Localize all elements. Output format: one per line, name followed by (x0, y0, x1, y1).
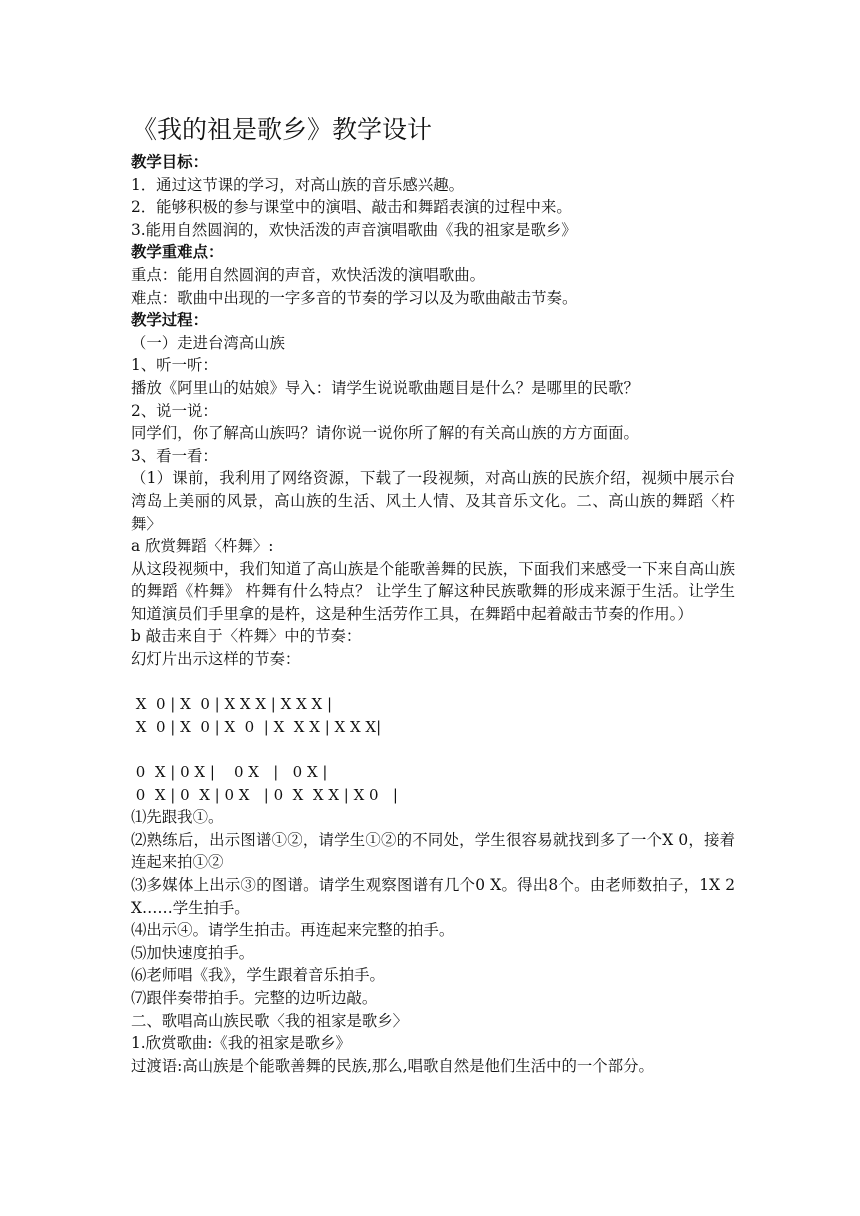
section-heading: 教学目标： (131, 153, 208, 171)
rhythm-line: X 0 | X 0 | X 0 | X X X | X X X| (131, 717, 382, 736)
body-paragraph: 1．通过这节课的学习，对高山族的音乐感兴趣。 (131, 175, 464, 194)
body-paragraph: ⑶多媒体上出示③的图谱。请学生观察图谱有几个0 X。得出8个。由老师数拍子，1X 2 X……学生拍手。 (131, 876, 735, 917)
page-title: 《我的祖是歌乡》教学设计 (132, 115, 433, 144)
body-paragraph: ⑵熟练后，出示图谱①②，请学生①②的不同处，学生很容易就找到多了一个X 0，接着连起来拍①② (131, 830, 735, 872)
body-paragraph: 3.能用自然圆润的，欢快活泼的声音演唱歌曲《我的祖家是歌乡》 (131, 220, 577, 239)
section-heading: 教学过程： (131, 311, 208, 330)
blank-line (131, 738, 735, 761)
body-paragraph: 3、看一看： (131, 446, 218, 465)
body-paragraph: 1、听一听： (131, 356, 218, 375)
blank-line (131, 671, 735, 694)
rhythm-line: X 0 | X 0 | X X X | X X X | (131, 695, 333, 714)
body-paragraph: 重点：能用自然圆润的声音，欢快活泼的演唱歌曲。 (131, 265, 485, 284)
body-paragraph: 2、说一说： (131, 401, 218, 420)
body-paragraph: （1）课前，我利用了网络资源，下载了一段视频，对高山族的民族介绍，视频中展示台湾岛上美丽的风景，高山族的生活、风土人情、及其音乐文化。二、高山族的舞蹈〈杵舞〉 (131, 469, 735, 533)
rhythm-line: 0 X | 0 X | 0 X | 0 X X X | X 0 | (131, 785, 398, 804)
rhythm-line: 0 X | 0 X | 0 X | 0 X | (131, 763, 328, 782)
body-paragraph: ⑷出示④。请学生拍击。再连起来完整的拍手。 (131, 921, 455, 940)
body-paragraph: 2．能够积极的参与课堂中的演唱、敲击和舞蹈表演的过程中来。 (131, 198, 572, 217)
body-paragraph: 播放《阿里山的姑娘》导入：请学生说说歌曲题目是什么？是哪里的民歌？ (131, 378, 639, 397)
body-paragraph: a 欣赏舞蹈〈杵舞〉: (131, 537, 274, 556)
body-paragraph: 从这段视频中，我们知道了高山族是个能歌善舞的民族，下面我们来感受一下来自高山族的舞蹈《杵舞》 杵舞有什么特点？ 让学生了解这种民族歌舞的形成来源于生活。让学生知道演员们手里拿的是杵，这是种生活劳作工具，在舞蹈中起着敲击节奏的作用。） (131, 559, 735, 623)
body-paragraph: 同学们，你了解高山族吗？请你说一说你所了解的有关高山族的方方面面。 (131, 424, 639, 443)
body-paragraph: 过渡语:高山族是个能歌善舞的民族,那么,唱歌自然是他们生活中的一个部分。 (131, 1056, 654, 1075)
document-body (131, 151, 735, 1077)
body-paragraph: ⑹老师唱《我》，学生跟着音乐拍手。 (131, 966, 385, 985)
section-heading: 教学重难点： (131, 243, 224, 262)
body-paragraph: ⑺跟伴奏带拍手。完整的边听边敲。 (131, 988, 378, 1007)
body-paragraph: 二、歌唱高山族民歌〈我的祖家是歌乡〉 (131, 1011, 409, 1030)
body-paragraph: b 敲击来自于〈杵舞〉中的节奏： (131, 627, 362, 646)
body-paragraph: 幻灯片出示这样的节奏： (131, 650, 301, 669)
body-paragraph: ⑴先跟我①。 (131, 808, 224, 827)
body-paragraph: 1.欣赏歌曲:《我的祖家是歌乡》 (131, 1034, 351, 1053)
body-paragraph: （一）走进台湾高山族 (131, 333, 285, 352)
body-paragraph: ⑸加快速度拍手。 (131, 943, 255, 962)
body-paragraph: 难点：歌曲中出现的一字多音的节奏的学习以及为歌曲敲击节奏。 (131, 288, 578, 307)
